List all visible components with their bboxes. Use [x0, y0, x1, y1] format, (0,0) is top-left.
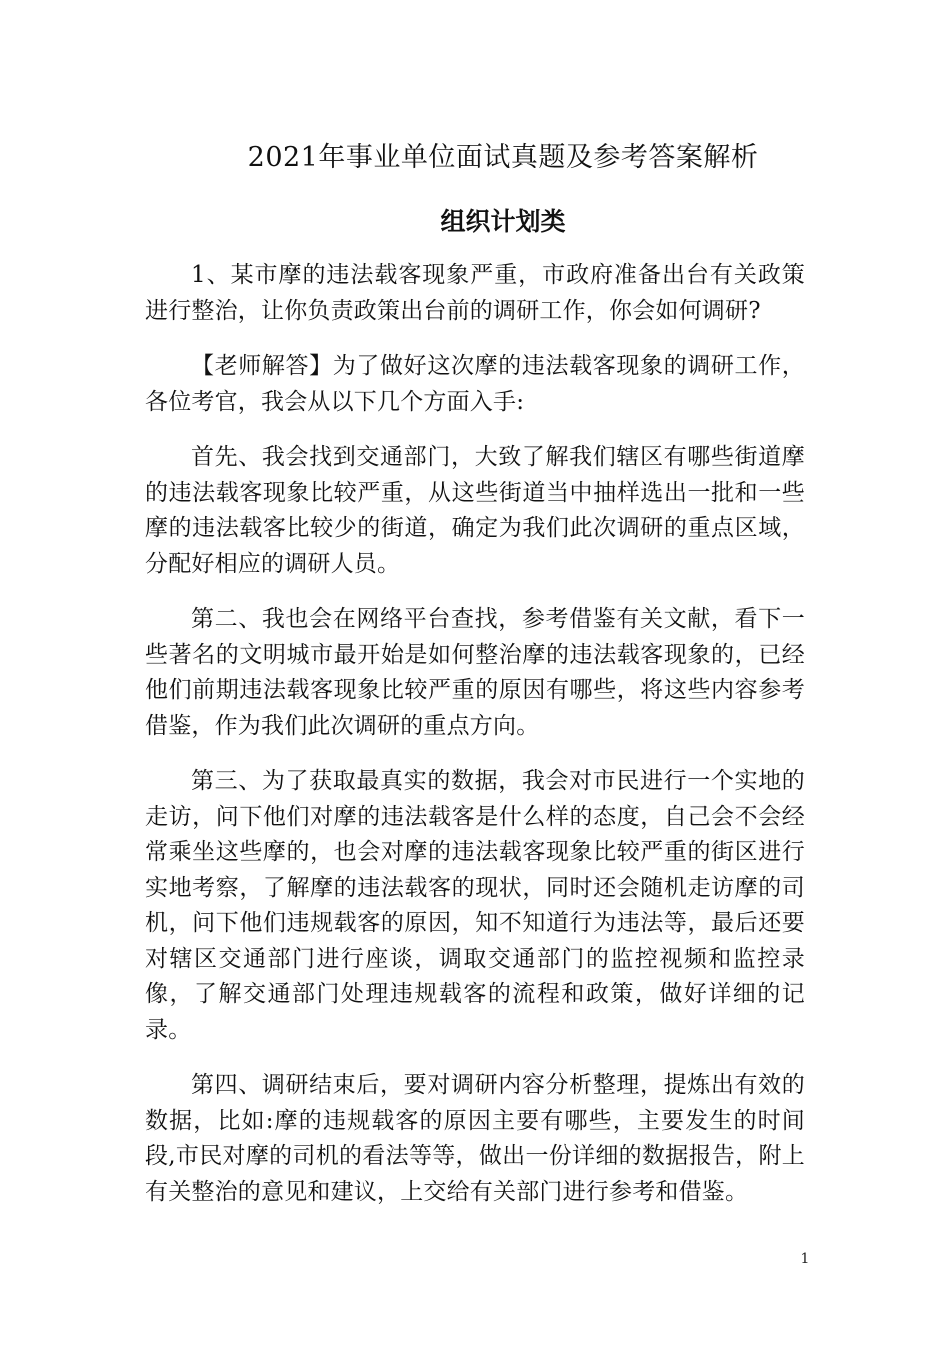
answer-point-2-paragraph: 第二、我也会在网络平台查找，参考借鉴有关文献，看下一些著名的文明城市最开始是如何整治摩的违法载客现象的，已经他们前期违法载客现象比较严重的原因有哪些，将这些内容参考借鉴，作为我们此次调研的重点方向。	[145, 606, 805, 739]
page-title: 2021年事业单位面试真题及参考答案解析	[247, 142, 759, 173]
answer-point-3-paragraph: 第三、为了获取最真实的数据，我会对市民进行一个实地的走访，问下他们对摩的违法载客是什么样的态度，自己会不会经常乘坐这些摩的，也会对摩的违法载客现象比较严重的街区进行实地考察，了解摩的违法载客的现状，同时还会随机走访摩的司机，问下他们违规载客的原因，知不知道行为违法等，最后还要对辖区交通部门进行座谈，调取交通部门的监控视频和监控录像，了解交通部门处理违规载客的流程和政策，做好详细的记录。	[145, 768, 805, 1043]
answer-point-1-paragraph: 首先、我会找到交通部门，大致了解我们辖区有哪些街道摩的违法载客现象比较严重，从这些街道当中抽样选出一批和一些摩的违法载客比较少的街道，确定为我们此次调研的重点区域，分配好相应的调研人员。	[145, 444, 805, 577]
answer-intro-paragraph: 【老师解答】为了做好这次摩的违法载客现象的调研工作，各位考官，我会从以下几个方面入手:	[145, 353, 805, 415]
page-number: 1	[800, 1251, 810, 1267]
answer-point-4-paragraph: 第四、调研结束后，要对调研内容分析整理，提炼出有效的数据，比如:摩的违规载客的原因主要有哪些，主要发生的时间段,市民对摩的司机的看法等等，做出一份详细的数据报告，附上有关整治的意见和建议，上交给有关部门进行参考和借鉴。	[145, 1072, 805, 1205]
question-paragraph: 1、某市摩的违法载客现象严重，市政府准备出台有关政策进行整治，让你负责政策出台前的调研工作，你会如何调研?	[145, 262, 805, 324]
document-body	[145, 258, 805, 1230]
section-title: 组织计划类	[440, 207, 566, 236]
